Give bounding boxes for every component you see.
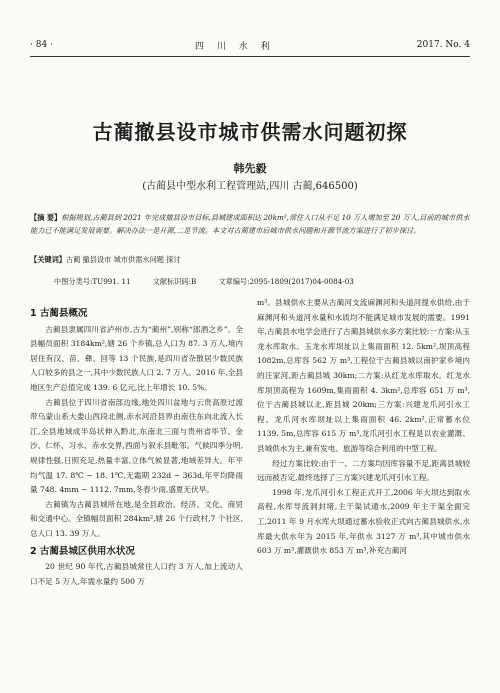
issue-label: 2017. No. 4 <box>416 40 470 50</box>
abstract-text: 根据规划,古蔺县到 2021 年完成撤县设市目标,县城建成面积达 20km²,常住人口从不足 10 万人增加至 20 万人,目前的城市供水能力已不能满足发展需要。解决办法一是开源,二是节流。本文对古蔺建市后城市供水问题和开源节流方案进行了初步探讨。 <box>30 213 470 235</box>
paragraph: 古蔺县位于四川省南部边缘,地处四川盆地与云贵高原过渡带乌蒙山系大娄山西段北侧,赤水河沿县界由南往东向北流入长江,全县地域成半岛状伸入黔北,东南北三面与贵州省毕节、金沙、仁怀、习水、赤水交界,西面与叙永县毗邻。气候四季分明,规律性强,日照充足,热量丰富,立体气候显著,地域差异大。年平均气温 17. 8℃ ~ 18. 1℃,无霜期 232d ~ 363d,年平均降雨量 748. 4mm ~ 1112. 7mm,冬春少雨,盛夏无伏旱。 <box>30 397 243 495</box>
paragraph: 20 世纪 90 年代,古蔺县城常住人口约 3 万人,加上流动人口不足 5 万人,年需水量约 500 万 <box>30 562 243 586</box>
author-affiliation: (古蔺县中型水利工程管理站,四川 古蔺,646500) <box>142 181 358 192</box>
journal-name: 四 川 水 利 <box>195 41 275 52</box>
section-heading-2: 2 古蔺县城区供用水状况 <box>30 545 135 557</box>
classification-number: 中图分类号:TU991. 11 <box>54 277 131 286</box>
article-title: 古蔺撤县设市城市供需水问题初探 <box>92 120 408 144</box>
document-code: 文献标识码:B <box>152 277 197 286</box>
keywords-text: 古蔺 撤县设市 城市供需水问题 探讨 <box>65 255 181 264</box>
abstract-label: 【摘 要】 <box>30 213 62 222</box>
left-column <box>30 304 243 589</box>
right-column <box>257 296 470 559</box>
article-id: 文章编号:2095-1809(2017)04-0084-03 <box>218 277 354 286</box>
running-header <box>30 38 470 52</box>
paragraph: 经过方案比较:由于一、二方案均因库容量不足,距离县城较远而被否定,最终选择了三方案兴建龙爪河引水工程。 <box>257 458 470 483</box>
page-number: · 84 · <box>30 40 53 50</box>
classification-line <box>54 277 470 287</box>
paragraph: m³。县城供水主要从古蔺河支流麻渊河和头道河提水供给,由于麻渊河和头道河水量和水质均不能满足城市发展的需要。1991 年,古蔺县水电学会进行了古蔺县城供水多方案比较:一方案:从玉龙水库取水。玉龙水库坝址以上集雨面积 12. 5km²,坝顶高程 1082m,总库容 562 万 m³,工程位于古蔺县城以南护家乡境内的汪家河,距古蔺县城 30km;二方案:从红龙水库取水。红龙水库坝顶高程为 1609m,集雨面积 4. 3km²,总库容 651 万 m³,位于古蔺县城以北,距县城 20km;三方案:兴建龙爪河引水工程。龙爪河水库坝址以上集雨面积 46. 2km²,正常蓄水位 1139. 5m,总库容 615 万 m³,龙爪河引水工程是以农业灌溉、县城供水为主,兼有发电、旅游等综合利用的中型工程。 <box>257 298 470 453</box>
abstract <box>30 211 470 237</box>
paragraph: 古蔺镇为古蔺县城所在地,是全县政治、经济、文化、商贸和交通中心。全镇幅员面积 284km²,辖 26 个行政村,7 个社区,总人口 13. 39 万人。 <box>30 499 243 538</box>
section-heading-1: 1 古蔺县概况 <box>30 308 88 319</box>
header-rule <box>30 56 470 57</box>
paragraph: 古蔺县隶属四川省泸州市,古为“蔺州”,别称“郎酒之乡”。全县幅员面积 3184km²,辖 26 个乡镇,总人口为 87. 3 万人,境内居住有汉、苗、彝、回等 13 个民族,是四川省杂散居少数民族人口较多的县之一,其中少数民族人口 2. 7 万人。2016 年,全县地区生产总值完成 139. 6 亿元,比上年增长 10. 5%。 <box>30 324 243 392</box>
keywords-label: 【关键词】 <box>30 255 66 264</box>
article-author: 韩先毅 <box>233 162 267 175</box>
paragraph: 1998 年,龙爪河引水工程正式开工,2006 年大坝达到取水高程,水库导流洞封堵,主干渠试通水,2009 年主干渠全面完工,2011 年 9 月水库大坝通过蓄水验收正式向古蔺县城供水,水库最大供水年为 2015 年,年供水 3127 万 m³,其中城市供水 603 万 m³,灌溉供水 853 万 m³,补充古蔺河 <box>257 487 470 556</box>
keywords <box>30 254 470 266</box>
